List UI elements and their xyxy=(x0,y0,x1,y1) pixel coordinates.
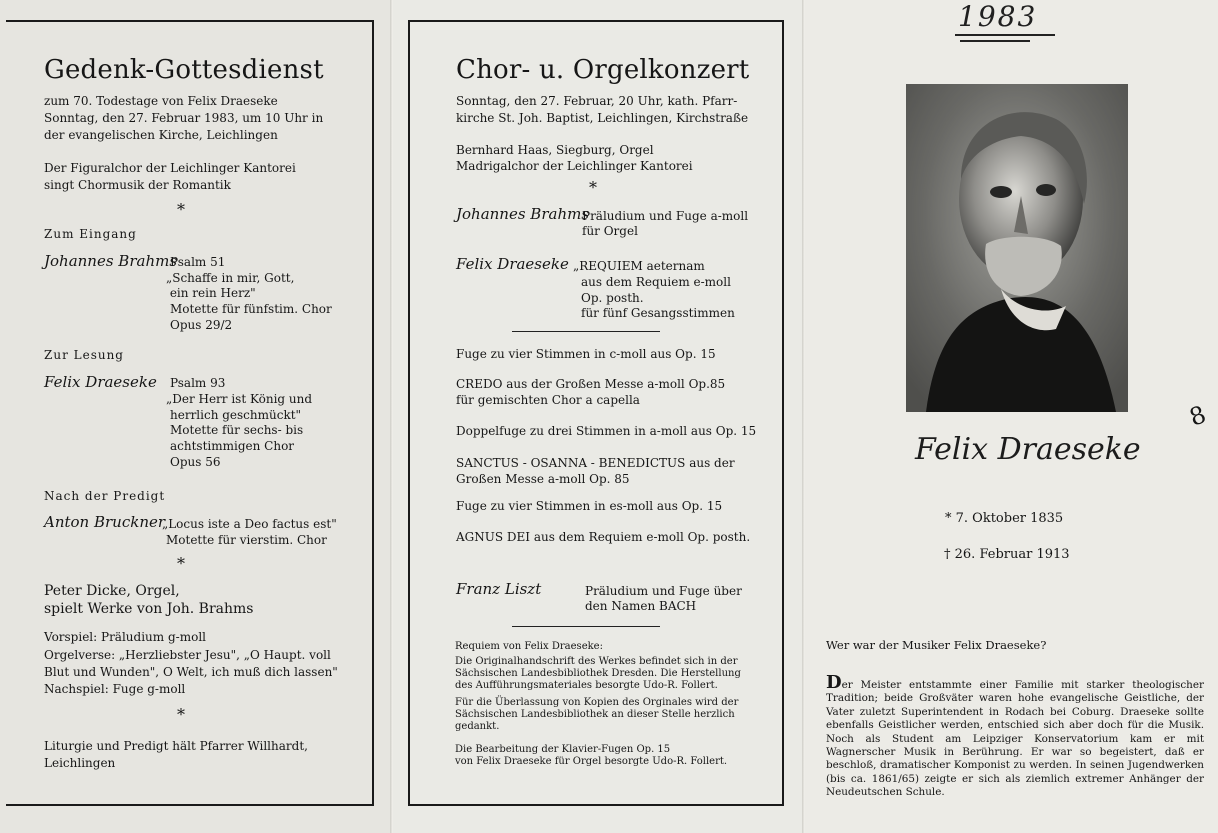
piece-line: „Der Herr ist König und xyxy=(166,392,313,406)
program-piece: Großen Messe a-moll Op. 85 xyxy=(456,472,630,486)
organ-piece: Orgelverse: „Herzliebster Jesu", „O Haupt. voll xyxy=(44,648,331,662)
birth-date: * 7. Oktober 1835 xyxy=(945,511,1064,526)
piece-line: „Schaffe in mir, Gott, xyxy=(166,271,295,285)
fold-line xyxy=(802,0,805,833)
entrance-label: Zum Eingang xyxy=(44,227,137,241)
section-rule xyxy=(512,626,660,627)
note-line: Sächsischen Landesbibliothek an dieser Stelle herzlich xyxy=(455,709,735,720)
piece-line: Motette für fünfstim. Chor xyxy=(170,302,332,316)
service-intro-line: Sonntag, den 27. Februar 1983, um 10 Uhr in xyxy=(44,111,324,125)
question-heading: Wer war der Musiker Felix Draeseke? xyxy=(826,638,1047,652)
piece-line: für fünf Gesangsstimmen xyxy=(581,306,735,320)
piece-line: für Orgel xyxy=(582,224,638,238)
reading-label: Zur Lesung xyxy=(44,348,124,362)
composer-name: Anton Bruckner xyxy=(44,513,166,531)
piece-line: Motette für vierstim. Chor xyxy=(166,533,327,547)
program-piece: für gemischten Chor a capella xyxy=(456,393,640,407)
program-piece: Doppelfuge zu drei Stimmen in a-moll aus Op. 15 xyxy=(456,424,757,438)
liturgy-line: Leichlingen xyxy=(44,756,116,770)
service-intro-line: zum 70. Todestage von Felix Draeseke xyxy=(44,94,278,108)
concert-intro-line: kirche St. Joh. Baptist, Leichlingen, Kirchstraße xyxy=(456,111,749,125)
piece-line: Opus 56 xyxy=(170,455,221,469)
note-line: Für die Überlassung von Kopien des Orginales wird der xyxy=(455,697,739,708)
concert-intro-line: Sonntag, den 27. Februar, 20 Uhr, kath. Pfarr- xyxy=(456,94,738,108)
service-intro-line: der evangelischen Kirche, Leichlingen xyxy=(44,128,278,142)
organ-piece: Vorspiel: Präludium g-moll xyxy=(44,630,206,644)
organist-line: spielt Werke von Joh. Brahms xyxy=(44,601,254,617)
portrait-image xyxy=(906,84,1128,412)
choir-line: Der Figuralchor der Leichlinger Kantorei xyxy=(44,161,296,175)
piece-line: Motette für sechs- bis xyxy=(170,423,304,437)
organ-piece: Nachspiel: Fuge g-moll xyxy=(44,682,186,696)
note-line: gedankt. xyxy=(455,721,500,732)
section-rule xyxy=(512,331,660,332)
program-piece: SANCTUS - OSANNA - BENEDICTUS aus der xyxy=(456,456,735,470)
liturgy-line: Liturgie und Predigt hält Pfarrer Willhardt, xyxy=(44,739,308,753)
divider-star: * xyxy=(177,705,185,724)
piece-line: Op. posth. xyxy=(581,291,644,305)
note-line: von Felix Draeseke für Orgel besorgte Udo-R. Follert. xyxy=(455,756,728,767)
fold-line xyxy=(390,0,393,833)
piece-line: achtstimmigen Chor xyxy=(170,439,295,453)
divider-star: * xyxy=(177,200,185,219)
sermon-label: Nach der Predigt xyxy=(44,489,166,503)
organ-piece: Blut und Wunden", O Welt, ich muß dich lassen" xyxy=(44,665,338,679)
piece-line: aus dem Requiem e-moll xyxy=(581,275,731,289)
piece-line: ein rein Herz" xyxy=(166,286,256,300)
piece-line: Psalm 93 xyxy=(170,376,226,390)
choir-line: singt Chormusik der Romantik xyxy=(44,178,231,192)
piece-line: „Locus iste a Deo factus est" xyxy=(162,517,337,531)
piece-line: den Namen BACH xyxy=(585,599,697,613)
program-piece: Fuge zu vier Stimmen in c-moll aus Op. 15 xyxy=(456,347,716,361)
piece-line: Psalm 51 xyxy=(170,255,226,269)
margin-mark: 8 xyxy=(1185,400,1210,432)
year-underline xyxy=(955,34,1055,36)
piece-line: herrlich geschmückt" xyxy=(170,408,302,422)
service-title: Gedenk-Gottesdienst xyxy=(44,55,324,85)
biography-paragraph xyxy=(826,672,1204,800)
handwritten-year: 1983 xyxy=(958,0,1038,33)
composer-name: Johannes Brahms xyxy=(456,205,590,223)
piece-line: Opus 29/2 xyxy=(170,318,233,332)
piece-line: Präludium und Fuge über xyxy=(585,584,742,598)
signature: Felix Draeseke xyxy=(915,432,1141,467)
performer-line: Bernhard Haas, Siegburg, Orgel xyxy=(456,143,654,157)
concert-title: Chor- u. Orgelkonzert xyxy=(456,55,750,85)
note-line: des Aufführungsmateriales besorgte Udo-R. Follert. xyxy=(455,680,718,691)
biography-text: er Meister entstammte einer Familie mit starker theologischer Tradition; beide Großväter waren hohe evangelische Geistliche, der Vater zuletzt Superintendent in Rodach bei Coburg. Draeseke sollte ebenfalls Geistlicher werden, entschied sich aber doch für die Musik. Noch als Student am Leipziger Konservatorium kam er mit Wagnerscher Musik in Berührung. Er war so begeistert, daß er beschloß, dramatischer Komponist zu werden. In seinen Jugendwerken (bis ca. 1861/65) zeigte er sich als ziemlich extremer Anhänger der Neudeutschen Schule. xyxy=(826,679,1204,799)
composer-name: Franz Liszt xyxy=(456,580,542,598)
death-date: † 26. Februar 1913 xyxy=(944,547,1070,562)
year-underline xyxy=(960,40,1030,42)
composer-name: Felix Draeseke xyxy=(456,255,569,273)
program-piece: Fuge zu vier Stimmen in es-moll aus Op. 15 xyxy=(456,499,723,513)
drop-cap: D xyxy=(826,672,842,693)
organist-line: Peter Dicke, Orgel, xyxy=(44,583,180,599)
performer-line: Madrigalchor der Leichlinger Kantorei xyxy=(456,159,693,173)
divider-star: * xyxy=(177,554,185,573)
program-piece: CREDO aus der Großen Messe a-moll Op.85 xyxy=(456,377,726,391)
composer-name: Felix Draeseke xyxy=(44,373,157,391)
note-line: Die Bearbeitung der Klavier-Fugen Op. 15 xyxy=(455,744,671,755)
piece-line: „REQUIEM aeternam xyxy=(573,259,705,273)
note-line: Requiem von Felix Draeseke: xyxy=(455,641,603,652)
program-piece: AGNUS DEI aus dem Requiem e-moll Op. posth. xyxy=(456,530,751,544)
note-line: Die Originalhandschrift des Werkes befindet sich in der xyxy=(455,656,738,667)
divider-star: * xyxy=(589,178,597,197)
note-line: Sächsischen Landesbibliothek Dresden. Die Herstellung xyxy=(455,668,741,679)
piece-line: Präludium und Fuge a-moll xyxy=(582,209,749,223)
composer-name: Johannes Brahms xyxy=(44,252,178,270)
